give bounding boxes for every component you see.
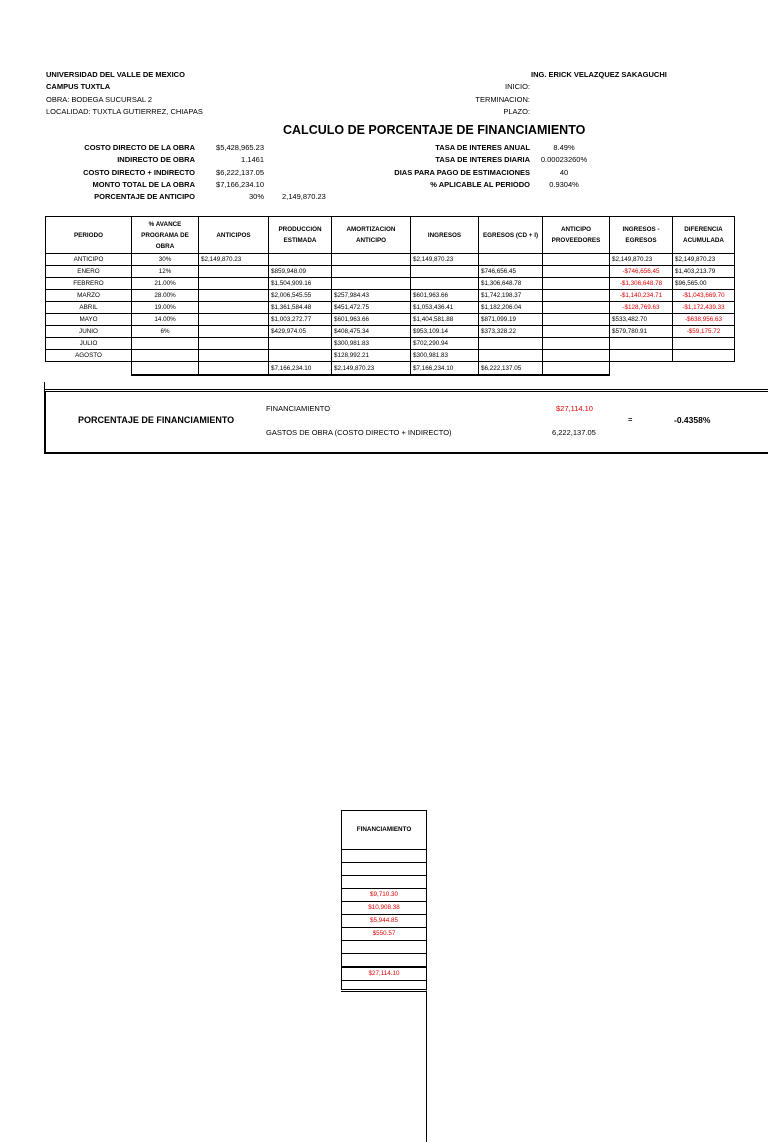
table-cell: $1,053,436.41 [411, 302, 479, 314]
bottom-financing-cell [341, 863, 427, 876]
column-header: PRODUCCION ESTIMADA [269, 217, 332, 254]
table-cell: -$1,172,439.33 [673, 302, 735, 314]
table-row [46, 326, 735, 338]
table-cell [269, 338, 332, 350]
table-cell [199, 278, 269, 290]
summary-left-label: MONTO TOTAL DE LA OBRA [92, 179, 195, 189]
bottom-financing-cell [341, 850, 427, 863]
localidad-line: LOCALIDAD: TUXTLA GUTIERREZ, CHIAPAS [46, 107, 203, 116]
table-cell: $579,780.91 [610, 326, 673, 338]
summary-left-label: PORCENTAJE DE ANTICIPO [94, 192, 195, 202]
summary-left-value: $5,428,965.23 [216, 143, 264, 152]
table-cell: AGOSTO [46, 350, 132, 362]
gastos-value: 6,222,137.05 [552, 428, 596, 437]
table-cell [411, 278, 479, 290]
fin-value: $27,114.10 [556, 404, 593, 413]
summary-right-value: 8.49% [553, 143, 575, 152]
summary-left-value: 1.1461 [241, 155, 264, 165]
table-cell: $1,504,909.16 [269, 278, 332, 290]
table-cell [269, 254, 332, 266]
table-cell: $2,149,870.23 [199, 254, 269, 266]
column-header: AMORTIZACION ANTICIPO [332, 217, 411, 254]
column-header: PERIODO [46, 217, 132, 254]
table-cell: $451,472.75 [332, 302, 411, 314]
table-cell: ANTICIPO [46, 254, 132, 266]
table-cell: $859,948.09 [269, 266, 332, 278]
table-cell: -$59,175.72 [673, 326, 735, 338]
equals-sign: = [628, 415, 633, 424]
table-cell: $1,182,206.04 [479, 302, 543, 314]
table-cell: -$1,306,648.78 [610, 278, 673, 290]
table-cell [199, 266, 269, 278]
table-cell [269, 350, 332, 362]
financing-table [45, 216, 735, 376]
table-cell: 19.00% [132, 302, 199, 314]
table-cell: JUNIO [46, 326, 132, 338]
table-cell [543, 314, 610, 326]
total-cell: $7,166,234.10 [269, 362, 332, 376]
table-cell: -$1,043,669.70 [673, 290, 735, 302]
table-cell: $2,149,870.23 [411, 254, 479, 266]
bottom-financing-cell: $9,710.30 [341, 889, 427, 902]
table-cell: JULIO [46, 338, 132, 350]
table-cell: $2,006,545.55 [269, 290, 332, 302]
table-cell [199, 350, 269, 362]
bottom-financing-cell: $10,908.38 [341, 902, 427, 915]
table-cell [132, 350, 199, 362]
table-cell: FEBRERO [46, 278, 132, 290]
table-cell: 30% [132, 254, 199, 266]
table-cell [411, 266, 479, 278]
table-cell [332, 254, 411, 266]
summary-right-label: TASA DE INTERES ANUAL [435, 143, 530, 152]
table-cell [543, 290, 610, 302]
table-row [46, 314, 735, 326]
table-cell [199, 338, 269, 350]
table-row [46, 278, 735, 290]
total-cell: $6,222,137.05 [479, 362, 543, 376]
table-cell [199, 314, 269, 326]
table-cell: $1,404,581.88 [411, 314, 479, 326]
table-cell [479, 350, 543, 362]
table-cell: $953,109.14 [411, 326, 479, 338]
table-cell: $408,475.34 [332, 326, 411, 338]
table-cell: 28.00% [132, 290, 199, 302]
table-cell [543, 302, 610, 314]
table-cell: $96,565.00 [673, 278, 735, 290]
table-row [46, 254, 735, 266]
table-cell: $702,290.94 [411, 338, 479, 350]
summary-left-value: $6,222,137.05 [216, 167, 264, 177]
table-cell: $257,984.43 [332, 290, 411, 302]
total-cell [543, 362, 610, 376]
engineer-name: ING. ERICK VELAZQUEZ SAKAGUCHI [531, 70, 667, 79]
total-cell: $2,149,870.23 [332, 362, 411, 376]
terminacion-label: TERMINACION: [475, 95, 530, 104]
column-header: ANTICIPO PROVEEDORES [543, 217, 610, 254]
column-header: ANTICIPOS [199, 217, 269, 254]
table-row [46, 290, 735, 302]
table-cell: $746,656.45 [479, 266, 543, 278]
summary-right-value: 40 [559, 167, 569, 177]
summary-left-label: COSTO DIRECTO DE LA OBRA [84, 143, 195, 152]
bottom-financing-cell [341, 876, 427, 889]
table-cell [132, 338, 199, 350]
summary-right-value: 0.9304% [549, 179, 579, 189]
table-cell: -$128,769.63 [610, 302, 673, 314]
table-cell [543, 278, 610, 290]
table-row [46, 302, 735, 314]
table-cell: $1,403,213.79 [673, 266, 735, 278]
total-cell [673, 362, 735, 376]
table-cell [673, 350, 735, 362]
table-cell: 21.00% [132, 278, 199, 290]
bottom-financing-total: $27,114.10 [341, 967, 427, 981]
table-cell [610, 338, 673, 350]
table-cell: -$746,656.45 [610, 266, 673, 278]
table-cell [543, 254, 610, 266]
summary-right-label: TASA DE INTERES DIARIA [435, 155, 530, 165]
campus-name: CAMPUS TUXTLA [46, 82, 111, 91]
table-cell [479, 254, 543, 266]
fin-label: FINANCIAMIENTO [266, 404, 331, 413]
summary-right-label: % APLICABLE AL PERIODO [430, 179, 530, 189]
table-cell [199, 302, 269, 314]
bottom-financing-cell [341, 941, 427, 954]
table-cell: $871,099.19 [479, 314, 543, 326]
table-row [46, 338, 735, 350]
bottom-financing-header: FINANCIAMIENTO [341, 810, 427, 850]
bottom-financing-cell: $5,944.85 [341, 915, 427, 928]
summary-left-label: INDIRECTO DE OBRA [117, 155, 195, 165]
table-cell: -$638,956.63 [673, 314, 735, 326]
bottom-financing-column [341, 810, 427, 1142]
summary-left-extra: 2,149,870.23 [282, 192, 326, 202]
total-cell [199, 362, 269, 376]
summary-left-value: 30% [248, 192, 264, 202]
table-cell: $1,003,272.77 [269, 314, 332, 326]
table-cell: ABRIL [46, 302, 132, 314]
table-cell: 6% [132, 326, 199, 338]
total-cell [132, 362, 199, 376]
table-cell: $601,963.66 [411, 290, 479, 302]
table-cell: -$1,140,234.71 [610, 290, 673, 302]
table-cell: MARZO [46, 290, 132, 302]
table-cell: 12% [132, 266, 199, 278]
table-cell [543, 338, 610, 350]
table-cell [479, 338, 543, 350]
table-cell: $300,981.83 [411, 350, 479, 362]
column-header: EGRESOS (CD + I) [479, 217, 543, 254]
table-cell: $300,981.83 [332, 338, 411, 350]
table-cell: 14.00% [132, 314, 199, 326]
summary-right-label: DIAS PARA PAGO DE ESTIMACIONES [394, 167, 530, 177]
bottom-financing-cell: $550.57 [341, 928, 427, 941]
table-cell [199, 326, 269, 338]
summary-right-value: 0.00023260% [540, 155, 588, 165]
university-name: UNIVERSIDAD DEL VALLE DE MEXICO [46, 70, 185, 79]
table-cell: ENERO [46, 266, 132, 278]
column-header: % AVANCE PROGRAMA DE OBRA [132, 217, 199, 254]
table-row [46, 266, 735, 278]
table-cell: $2,149,870.23 [673, 254, 735, 266]
summary-left-label: COSTO DIRECTO + INDIRECTO [83, 167, 195, 177]
summary-left-value: $7,166,234.10 [216, 179, 264, 189]
bottom-financing-cell [341, 954, 427, 967]
table-cell: $1,306,648.78 [479, 278, 543, 290]
obra-line: OBRA: BODEGA SUCURSAL 2 [46, 95, 153, 104]
table-cell: $533,482.70 [610, 314, 673, 326]
totals-row [46, 362, 735, 376]
table-cell [332, 278, 411, 290]
table-cell: MAYO [46, 314, 132, 326]
table-cell [610, 350, 673, 362]
table-cell: $429,974.05 [269, 326, 332, 338]
gastos-label: GASTOS DE OBRA (COSTO DIRECTO + INDIRECTO) [266, 428, 452, 437]
table-cell [543, 266, 610, 278]
total-cell: $7,166,234.10 [411, 362, 479, 376]
total-cell [610, 362, 673, 376]
table-cell [673, 338, 735, 350]
total-cell [46, 362, 132, 376]
table-cell [332, 266, 411, 278]
table-cell: $373,328.22 [479, 326, 543, 338]
inicio-label: INICIO: [504, 82, 530, 91]
table-cell [543, 326, 610, 338]
table-cell [199, 290, 269, 302]
column-header: DIFERENCIA ACUMULADA [673, 217, 735, 254]
table-row [46, 350, 735, 362]
table-cell [543, 350, 610, 362]
column-header: INGRESOS [411, 217, 479, 254]
table-cell: $601,963.66 [332, 314, 411, 326]
table-cell: $2,149,870.23 [610, 254, 673, 266]
page-title: CALCULO DE PORCENTAJE DE FINANCIAMIENTO [283, 123, 586, 137]
column-header: INGRESOS - EGRESOS [610, 217, 673, 254]
table-cell: $1,361,584.48 [269, 302, 332, 314]
plazo-label: PLAZO: [503, 107, 530, 116]
financing-result: -0.4358% [674, 415, 711, 425]
financing-percentage-label: PORCENTAJE DE FINANCIAMIENTO [78, 415, 235, 425]
table-cell: $1,742,198.37 [479, 290, 543, 302]
table-cell: $128,992.21 [332, 350, 411, 362]
